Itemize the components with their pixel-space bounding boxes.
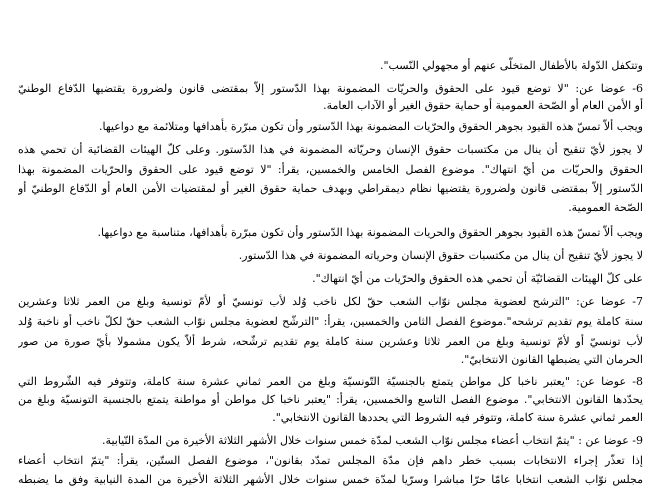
- text-line: لا يجوز لأيّ تنقيح أن ينال من مكتسبات حقوق الإنسان وحرياته المضمونة في هذا الدّستور.: [238, 249, 643, 262]
- text-line: العمر ثماني عشرة سنة كاملة، وتتوفر فيه الشروط التي يحددها القانون الانتخابي".: [272, 411, 643, 424]
- text-line: ويجب ألاّ تمسّ هذه القيود بجوهر الحقوق والحرّيات المضمونة بهذا الدّستور وأن تكون مبرّرة بأهدافها ومتلائمة مع دواعيها.: [99, 120, 643, 133]
- text-line: وتتكفل الدّولة بالأطفال المتخلّى عنهم أو مجهولي النّسب".: [379, 59, 643, 72]
- text-line: مجلس نوّاب الشعب انتخابا عامّا حرّا مباشرا وسرّيا لمدّة خمس سنوات خلال الأشهر الثلاثة الأخيرة من المدة النيابية وفق ما يضبطه: [18, 473, 643, 486]
- text-line: أو الأمن العام أو الصّحة العمومية أو حماية حقوق الغير أو الآداب العامة.: [323, 99, 643, 112]
- text-line: الحقوق والحريّات من أيّ انتهاك". موضوع الفصل الخامس والخمسين، يقرأ: "لا توضع قيود على الحقوق والحرّيات المضمونة بهذا: [18, 163, 643, 176]
- text-line: 9- عوضا عن : "يتمّ انتخاب أعضاء مجلس نوّاب الشعب لمدّة خمس سنوات خلال الأشهر الثلاثة الأخيرة من المدّة النّيابية.: [102, 434, 643, 447]
- text-line: سنة كاملة يوم تقديم ترشحه".موضوع الفصل الثامن والخمسين، يقرأ: "الترشّح لعضوية مجلس نوّاب الشعب حقّ لكلّ ناخب أو ناخبة وُلد: [18, 315, 643, 328]
- text-line: على كلّ الهيئات القضائيّة أن تحمي هذه الحقوق والحرّيات من أيّ انتهاك".: [312, 272, 643, 285]
- text-line: يحدّدها القانون الانتخابي". موضوع الفصل التاسع والخمسين، يقرأ: "يعتبر ناخبا كل مواطن أو مواطنة يتمتع بالجنسية التونسيّة وبلغ من: [18, 393, 643, 406]
- text-line: لا يجوز لأيّ تنقيح أن ينال من مكتسبات حقوق الإنسان وحريّاته المضمونة في هذا الدّستور. وعلى كلّ الهيئات القضائية أن تحمي هذه: [18, 143, 643, 156]
- text-line: لأب تونسيّ أو لأمّ تونسية وبلغ من العمر ثلاثا وعشرين سنة كاملة يوم تقديم ترشّحه، شرط ألاّ يكون مشمولا بأيّ صورة من صور: [18, 335, 643, 348]
- text-line: ويجب ألاّ تمسّ هذه القيود بجوهر الحقوق والحريات المضمونة بهذا الدّستور وأن تكون مبرّرة بأهدافها، متناسبة مع دواعيها.: [97, 226, 643, 239]
- text-line: إذا تعذّر إجراء الانتخابات بسبب خطر داهم فإن مدّة المجلس تمدّد بقانون"، موضوع الفصل الستّين، يقرأ: "يتمّ انتخاب أعضاء: [18, 454, 643, 467]
- text-line: الدّستور إلاّ بمقتضى قانون ولضرورة يقتضيها نظام ديمقراطي وبهدف حماية حقوق الغير أو لمقتضيات الأمن العام أو الدّفاع الوطنيّ أو: [18, 182, 643, 195]
- text-line: 7- عوضا عن: "الترشح لعضوية مجلس نوّاب الشعب حقّ لكل ناخب وُلد لأب تونسيّ أو لأمّ تونسية وبلغ من العمر ثلاثا وعشرين: [18, 295, 643, 308]
- text-line: 8- عوضا عن: "يعتبر ناخبا كل مواطن يتمتع بالجنسيّة التّونسيّة وبلغ من العمر ثماني عشرة سنة كاملة، وتتوفر فيه الشّروط التي: [18, 375, 643, 388]
- text-line: الحرمان التي يضبطها القانون الانتخابيّ".: [460, 353, 643, 366]
- text-line: الصّحة العمومية.: [568, 201, 643, 214]
- text-line: 6- عوضا عن: "لا توضع قيود على الحقوق والحريّات المضمونة بهذا الدّستور إلاّ بمقتضى قانون ولضرورة يقتضيها الدّفاع الوطنيّ: [18, 82, 643, 95]
